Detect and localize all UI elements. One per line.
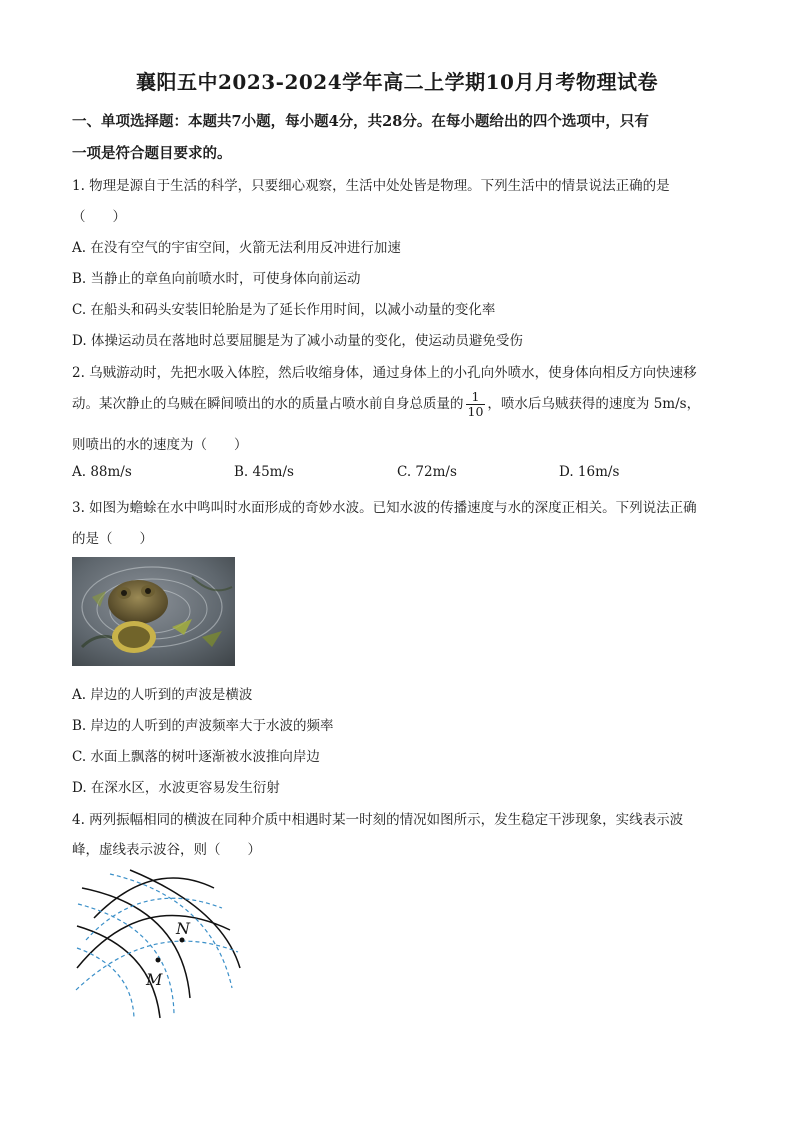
fraction-numerator: 1 (466, 390, 486, 405)
interference-diagram (72, 868, 242, 1020)
fraction (466, 390, 486, 419)
q4-stem-line2: 峰，虚线表示波谷，则（ ） (72, 842, 261, 858)
q1-stem-line2: （ ） (72, 209, 126, 225)
q2-stem-line2 (72, 390, 732, 419)
point-m-dot (156, 958, 161, 963)
fraction-denominator: 10 (467, 404, 484, 419)
crest-lines (77, 870, 240, 1018)
q2-stem-text-before: 动。某次静止的乌贼在瞬间喷出的水的质量占喷水前自身总质量的 (72, 396, 464, 412)
trough-lines (76, 874, 238, 1018)
q1-option-d[interactable]: D. 体操运动员在落地时总要屈腿是为了减小动量的变化，使运动员避免受伤 (72, 333, 523, 349)
q1-option-c[interactable]: C. 在船头和码头安装旧轮胎是为了延长作用时间，以减小动量的变化率 (72, 302, 496, 318)
toad-photo (72, 557, 235, 666)
q3-option-a[interactable]: A. 岸边的人听到的声波是横波 (72, 687, 253, 703)
section-heading-line2: 一项是符合题目要求的。 (72, 145, 232, 162)
q2-option-a[interactable]: A. 88m/s (72, 464, 132, 480)
q4-stem-line1: 4. 两列振幅相同的横波在同种介质中相遇时某一时刻的情况如图所示，发生稳定干涉现象，实线表示波 (72, 812, 684, 828)
q2-stem-text-after: ，喷水后乌贼获得的速度为 5m/s， (487, 396, 701, 412)
point-n-label: N (176, 919, 190, 938)
q1-option-a[interactable]: A. 在没有空气的宇宙空间，火箭无法利用反冲进行加速 (72, 240, 401, 256)
q2-option-d[interactable]: D. 16m/s (559, 464, 620, 480)
q3-stem-line1: 3. 如图为蟾蜍在水中鸣叫时水面形成的奇妙水波。已知水波的传播速度与水的深度正相关。下列说法正确 (72, 500, 697, 516)
section-heading-line1: 一、单项选择题：本题共7小题，每小题4分，共28分。在每小题给出的四个选项中，只有 (72, 113, 649, 130)
q3-stem-line2: 的是（ ） (72, 531, 153, 547)
q2-option-b[interactable]: B. 45m/s (234, 464, 294, 480)
q1-option-b[interactable]: B. 当静止的章鱼向前喷水时，可使身体向前运动 (72, 271, 361, 287)
q3-option-c[interactable]: C. 水面上飘落的树叶逐渐被水波推向岸边 (72, 749, 320, 765)
point-n-dot (180, 938, 185, 943)
crest-arc (82, 888, 190, 998)
q1-stem-line1: 1. 物理是源自于生活的科学，只要细心观察，生活中处处皆是物理。下列生活中的情景说法正确的是 (72, 178, 670, 194)
crest-arc (77, 916, 230, 968)
page-title: 襄阳五中2023-2024学年高二上学期10月月考物理试卷 (136, 70, 658, 94)
q3-option-b[interactable]: B. 岸边的人听到的声波频率大于水波的频率 (72, 718, 334, 734)
q2-stem-line3: 则喷出的水的速度为（ ） (72, 437, 248, 453)
crest-arc (94, 878, 214, 918)
q2-stem-line1: 2. 乌贼游动时，先把水吸入体腔，然后收缩身体，通过身体上的小孔向外喷水，使身体向相反方向快速移 (72, 365, 697, 381)
q2-option-c[interactable]: C. 72m/s (397, 464, 457, 480)
q3-option-d[interactable]: D. 在深水区，水波更容易发生衍射 (72, 780, 280, 796)
point-m-label: M (146, 970, 163, 989)
